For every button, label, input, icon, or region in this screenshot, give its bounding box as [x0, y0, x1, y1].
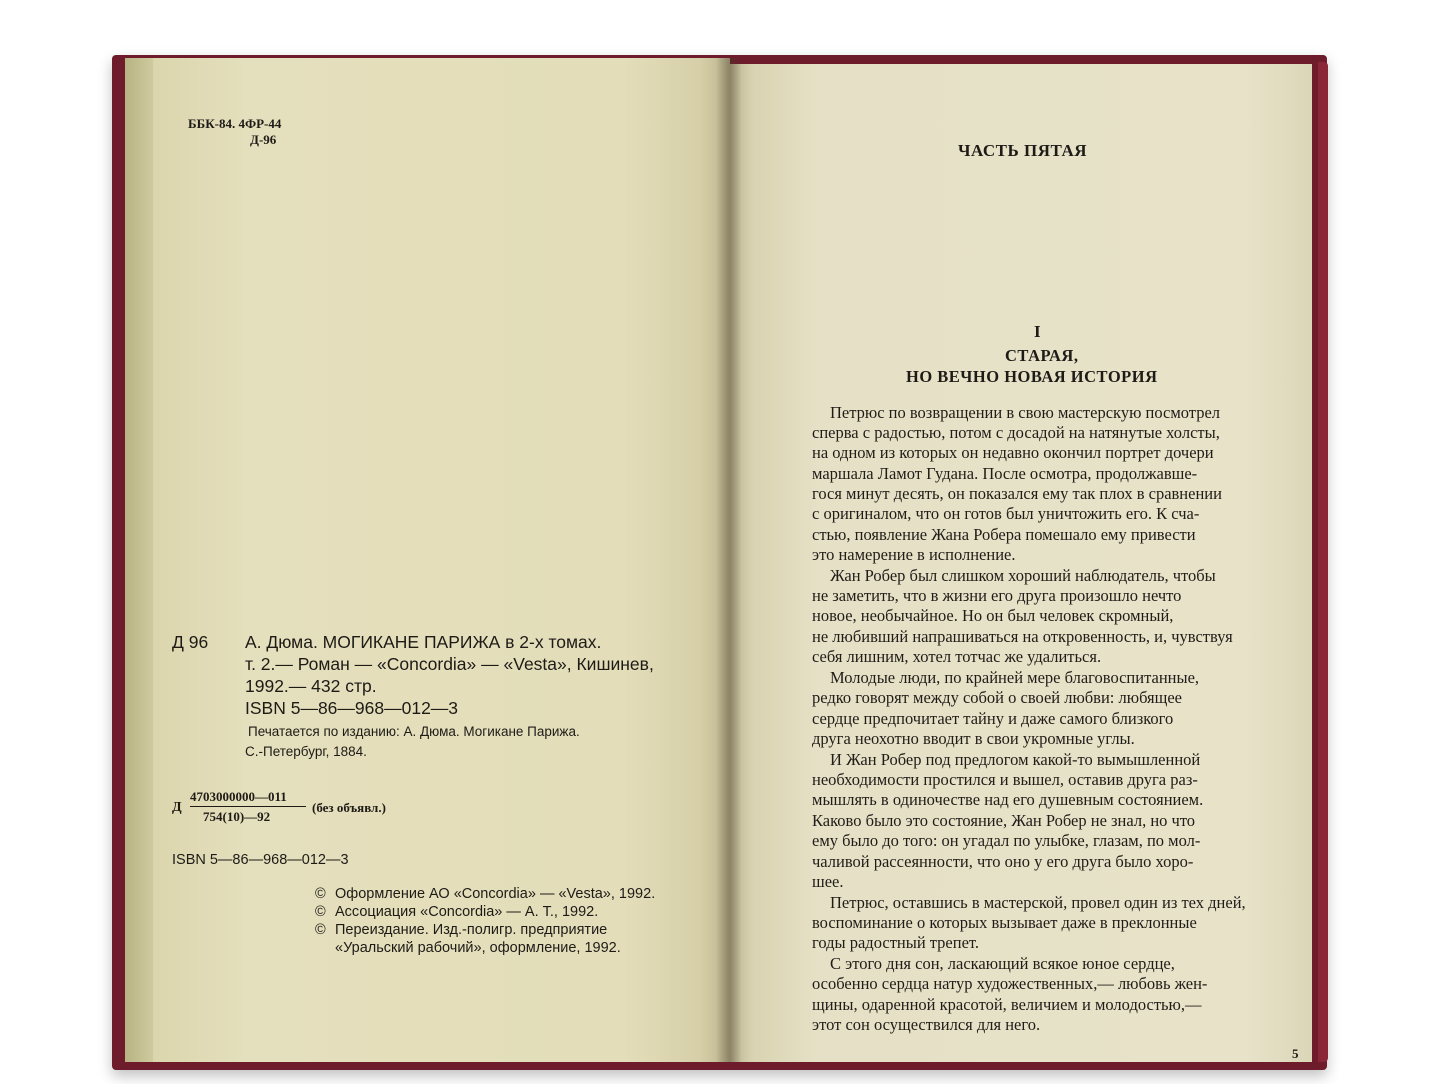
catalog-code: Д 96: [172, 632, 209, 652]
page-number: 5: [1292, 1046, 1299, 1061]
chapter-title: НО ВЕЧНО НОВАЯ ИСТОРИЯ: [906, 367, 1158, 386]
catalog-line: 1992.— 432 стр.: [245, 676, 377, 696]
body-line: себя лишним, хотел тотчас же удалиться.: [812, 647, 1102, 666]
catalog-note: С.-Петербург, 1884.: [245, 744, 367, 759]
classification-code: ББК-84. 4ФР-44: [188, 116, 282, 131]
copyright-line: Переиздание. Изд.-полигр. предприятие: [335, 922, 608, 938]
index-letter: Д: [172, 800, 182, 815]
copyright-line: «Уральский рабочий», оформление, 1992.: [335, 940, 621, 956]
body-line: чаливой рассеянности, что оно у его друга было хоро-: [812, 852, 1194, 871]
book-gutter: [716, 58, 742, 1062]
body-line: И Жан Робер под предлогом какой-то вымышленной: [830, 750, 1201, 769]
catalog-note: Печатается по изданию: А. Дюма. Могикане Парижа.: [248, 724, 580, 739]
body-line: шее.: [812, 872, 844, 891]
body-line: гося минут десять, он показался ему так плох в сравнении: [812, 484, 1222, 503]
fraction-bar: [190, 806, 306, 807]
body-line: это намерение в исполнение.: [812, 545, 1016, 564]
body-line: стью, появление Жана Робера помешало ему привести: [812, 525, 1196, 544]
part-title: ЧАСТЬ ПЯТАЯ: [958, 141, 1088, 160]
body-line: друга неохотно вводит в свои укромные углы.: [812, 729, 1135, 748]
index-denominator: 754(10)—92: [203, 809, 271, 824]
catalog-line: А. Дюма. МОГИКАНЕ ПАРИЖА в 2-х томах.: [245, 632, 602, 652]
body-line: С этого дня сон, ласкающий всякое юное сердце,: [830, 954, 1175, 973]
index-note: (без объявл.): [312, 800, 386, 815]
body-line: сперва с радостью, потом с досадой на натянутые холсты,: [812, 423, 1220, 442]
body-line: Петрюс по возвращении в свою мастерскую посмотрел: [830, 403, 1221, 422]
body-line: воспоминание о которых вызывает даже в преклонные: [812, 913, 1197, 932]
body-line: особенно сердца натур художественных,— любовь жен-: [812, 974, 1208, 993]
body-line: не заметить, что в жизни его друга произошло нечто: [812, 586, 1182, 605]
chapter-number: I: [1034, 322, 1041, 341]
body-line: годы радостный трепет.: [812, 933, 980, 952]
catalog-line: т. 2.— Роман — «Concordia» — «Vesta», Кишинев,: [245, 654, 654, 674]
endpaper-strip: [125, 58, 153, 1062]
body-line: Петрюс, оставшись в мастерской, провел один из тех дней,: [830, 893, 1246, 912]
copyright-symbol: ©: [315, 886, 326, 902]
classification-code: Д-96: [250, 132, 277, 147]
body-line: необходимости простился и вышел, оставив друга раз-: [812, 770, 1198, 789]
body-line: ему было до того: он угадал по улыбке, глазам, по мол-: [812, 831, 1201, 850]
copyright-line: Оформление АО «Concordia» — «Vesta», 1992.: [335, 886, 656, 902]
copyright-line: Ассоциация «Concordia» — А. Т., 1992.: [335, 904, 599, 920]
body-line: мышлять в одиночестве над его душевным состоянием.: [812, 790, 1204, 809]
body-line: щины, одаренной красотой, величием и молодостью,—: [812, 995, 1202, 1014]
body-line: редко говорят между собой о своей любви: любящее: [812, 688, 1183, 707]
body-line: на одном из которых он недавно окончил портрет дочери: [812, 443, 1214, 462]
body-line: Жан Робер был слишком хороший наблюдатель, чтобы: [830, 566, 1216, 585]
copyright-symbol: ©: [315, 904, 326, 920]
isbn: ISBN 5—86—968—012—3: [172, 852, 349, 868]
body-line: этот сон осуществился для него.: [812, 1015, 1041, 1034]
body-line: новое, необычайное. Но он был человек скромный,: [812, 606, 1174, 625]
chapter-title: СТАРАЯ,: [1005, 346, 1079, 365]
catalog-isbn: ISBN 5—86—968—012—3: [245, 698, 459, 718]
copyright-symbol: ©: [315, 922, 326, 938]
index-numerator: 4703000000—011: [190, 789, 287, 804]
body-line: с оригиналом, что он готов был уничтожить его. К сча-: [812, 504, 1200, 523]
body-line: маршала Ламот Гудана. После осмотра, продолжавше-: [812, 464, 1198, 483]
body-line: Каково было это состояние, Жан Робер не знал, но что: [812, 811, 1196, 830]
body-line: сердце предпочитает тайну и даже самого близкого: [812, 709, 1174, 728]
body-line: Молодые люди, по крайней мере благовоспитанные,: [830, 668, 1200, 687]
body-line: не любивший напрашиваться на откровенность, и, чувствуя: [812, 627, 1233, 646]
